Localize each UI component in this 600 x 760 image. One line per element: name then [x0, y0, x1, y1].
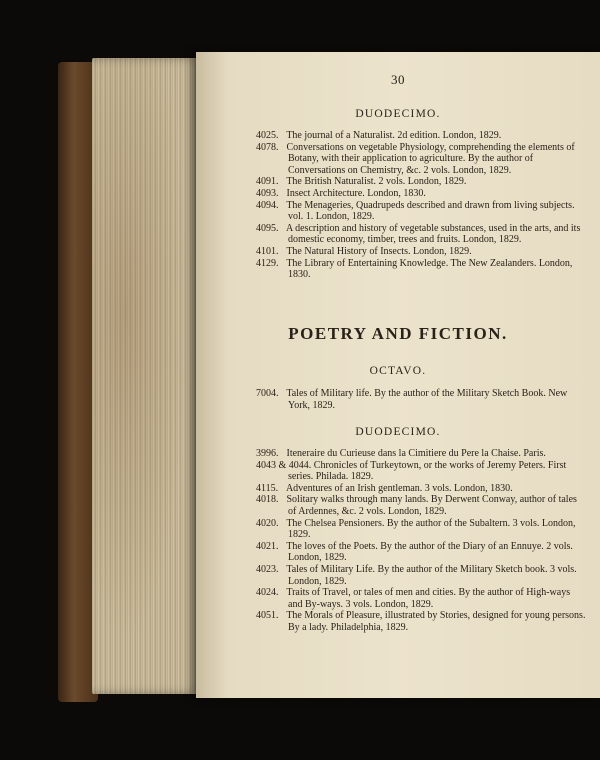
entry-text: Conversations on vegetable Physiology, comprehending the elements of Botany, with their application to agriculture. By the author of Conversations on Chemistry, &c. 2 vols. London, 1829.	[286, 141, 575, 176]
main-heading: POETRY AND FICTION.	[288, 324, 508, 343]
entry-number: 7004.	[256, 388, 279, 399]
section-heading-duodecimo-2: DUODECIMO.	[355, 426, 441, 438]
catalog-entry	[256, 258, 586, 281]
section-heading-octavo: OCTAVO.	[369, 365, 427, 377]
entry-text: Chronicles of Turkeytown, or the works of Jeremy Peters. First series. Philada. 1829.	[288, 459, 567, 483]
entry-number: 4051.	[256, 610, 279, 622]
entry-number: 4093.	[256, 187, 279, 199]
entry-number: 4101.	[256, 245, 279, 257]
entry-text: Iteneraire du Curieuse dans la Cimitiere du Pere la Chaise. Paris.	[286, 448, 546, 459]
catalog-entry	[256, 246, 586, 258]
catalog-entry	[256, 448, 586, 460]
entry-list-natural-history	[256, 130, 586, 281]
entry-number: 4091.	[256, 176, 279, 188]
entry-number: 4018.	[256, 494, 279, 506]
catalog-entry	[256, 610, 586, 633]
catalog-entry	[256, 564, 586, 587]
entry-number: 4025.	[256, 130, 279, 141]
entry-number: 4043 & 4044.	[256, 459, 312, 471]
entry-number: 4020.	[256, 517, 279, 529]
entry-text: The journal of a Naturalist. 2d edition. London, 1829.	[286, 130, 502, 141]
catalog-entry	[256, 130, 586, 142]
entry-list-fiction	[256, 448, 586, 634]
catalog-entry	[256, 541, 586, 564]
entry-number: 3996.	[256, 448, 279, 459]
entry-text: The Chelsea Pensioners. By the author of the Subaltern. 3 vols. London, 1829.	[286, 517, 576, 541]
entry-number: 4094.	[256, 199, 279, 211]
catalog-entry	[256, 494, 586, 517]
catalog-entry	[256, 388, 586, 411]
section-heading-duodecimo-1: DUODECIMO.	[355, 108, 441, 120]
page-edges	[92, 58, 200, 694]
catalog-entry	[256, 176, 586, 188]
entry-text: Tales of Military Life. By the author of the Military Sketch book. 3 vols. London, 1829.	[286, 563, 577, 587]
entry-text: Traits of Travel, or tales of men and cities. By the author of High-ways and By-ways. 3 vols. London, 1829.	[286, 587, 571, 610]
entry-number: 4024.	[256, 587, 279, 599]
entry-text: Solitary walks through many lands. By Derwent Conway, author of tales of Ardennes, &c. 2 vols. London, 1829.	[286, 494, 577, 517]
catalog-entry	[256, 188, 586, 200]
entry-number: 4023.	[256, 563, 279, 575]
entry-text: The loves of the Poets. By the author of the Diary of an Ennuye. 2 vols. London, 1829.	[286, 540, 573, 564]
entry-number: 4021.	[256, 540, 279, 552]
page-number: 30	[391, 72, 405, 87]
catalog-entry	[256, 200, 586, 223]
entry-text: Tales of Military life. By the author of the Military Sketch Book. New York, 1829.	[286, 388, 568, 411]
entry-number: 4095.	[256, 222, 279, 234]
entry-text: The Natural History of Insects. London, 1829.	[286, 245, 472, 257]
entry-text: Insect Architecture. London, 1830.	[286, 187, 426, 199]
entry-number: 4115.	[256, 482, 279, 494]
entry-text: The Library of Entertaining Knowledge. The New Zealanders. London, 1830.	[286, 257, 573, 281]
entry-text: A description and history of vegetable substances, used in the arts, and its domestic economy, timber, trees and fruits. London, 1829.	[285, 222, 581, 246]
entry-text: The Menageries, Quadrupeds described and drawn from living subjects. vol. 1. London, 1829.	[286, 199, 575, 223]
catalog-entry	[256, 483, 586, 495]
catalog-entry	[256, 518, 586, 541]
catalog-entry	[256, 142, 586, 177]
entry-text: Adventures of an Irish gentleman. 3 vols. London, 1830.	[285, 482, 513, 494]
entry-list-octavo	[256, 388, 586, 411]
entry-text: The British Naturalist. 2 vols. London, 1829.	[286, 176, 467, 188]
entry-text: The Morals of Pleasure, illustrated by Stories, designed for young persons. By a lady. Philadelphia, 1829.	[286, 610, 586, 633]
catalog-entry	[256, 460, 586, 483]
entry-number: 4078.	[256, 141, 279, 153]
catalog-entry	[256, 587, 586, 610]
book-page	[196, 52, 600, 698]
catalog-entry	[256, 223, 586, 246]
entry-number: 4129.	[256, 257, 279, 269]
